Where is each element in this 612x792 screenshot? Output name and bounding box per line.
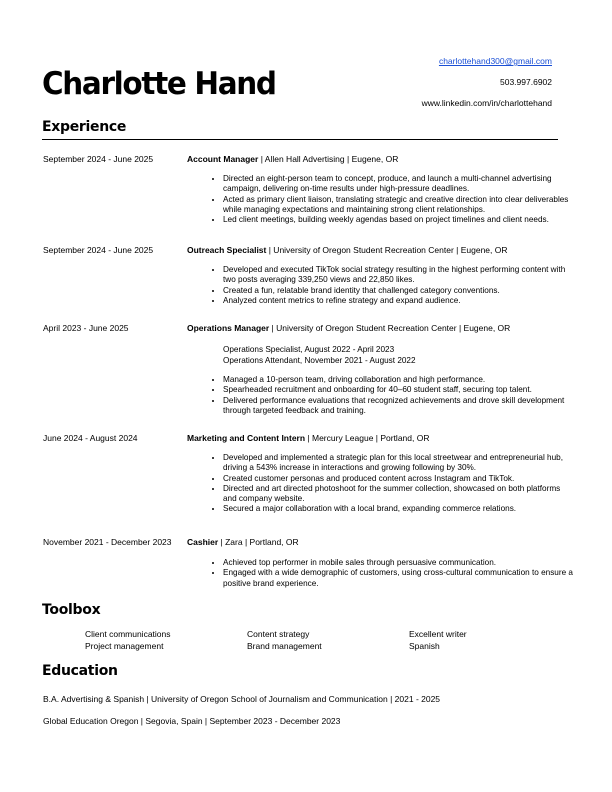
entry-title: Outreach Specialist bbox=[187, 245, 267, 255]
prior-role: Operations Specialist, August 2022 - April 2023 bbox=[223, 345, 395, 354]
education-entry: Global Education Oregon | Segovia, Spain | September 2023 - December 2023 bbox=[43, 716, 341, 726]
entry-org: | University of Oregon Student Recreation Center | Eugene, OR bbox=[266, 245, 508, 255]
entry-heading bbox=[187, 433, 429, 443]
toolbox-column bbox=[409, 628, 467, 652]
skill-item: Client communications bbox=[85, 629, 171, 639]
entry-dates: September 2024 - June 2025 bbox=[43, 245, 154, 255]
entry-dates: June 2024 - August 2024 bbox=[43, 433, 138, 443]
entry-dates: November 2021 - December 2023 bbox=[43, 537, 172, 547]
bullet-item: • Directed and art directed photoshoot for the summer collection, showcased on both platforms and company website. bbox=[223, 484, 573, 505]
entry-org: | Mercury League | Portland, OR bbox=[305, 433, 430, 443]
bullet-item: • Acted as primary client liaison, translating strategic and creative direction into clear deliverables while managing expectations and maintaining strong client relationships. bbox=[223, 195, 573, 216]
entry-dates: September 2024 - June 2025 bbox=[43, 154, 154, 164]
bullet-item: • Analyzed content metrics to refine strategy and expand audience. bbox=[223, 296, 573, 306]
toolbox-heading: Toolbox bbox=[42, 602, 101, 618]
prior-roles bbox=[223, 344, 416, 366]
entry-title: Operations Manager bbox=[187, 323, 270, 333]
email-link[interactable]: charlottehand300@gmail.com bbox=[438, 56, 552, 66]
contact-block bbox=[422, 56, 552, 119]
entry-title: Account Manager bbox=[187, 154, 259, 164]
bullet-item: • Created a fun, relatable brand identity that challenged category conventions. bbox=[223, 286, 573, 296]
skill-item: Project management bbox=[85, 641, 164, 651]
bullet-item: • Developed and implemented a strategic plan for this local streetwear and entrepreneurial hub, driving a 543% increase in interactions and growing following by 30%. bbox=[223, 453, 573, 474]
entry-org: | Zara | Portland, OR bbox=[218, 537, 299, 547]
bullet-item: • Managed a 10-person team, driving collaboration and high performance. bbox=[223, 375, 573, 385]
bullet-item: • Spearheaded recruitment and onboarding for 40–60 student staff, securing top talent. bbox=[223, 385, 573, 395]
candidate-name: Charlotte Hand bbox=[42, 66, 276, 102]
linkedin-url: www.linkedin.com/in/charlottehand bbox=[421, 98, 552, 108]
entry-title: Marketing and Content Intern bbox=[187, 433, 306, 443]
experience-heading: Experience bbox=[42, 119, 127, 135]
toolbox-column bbox=[247, 628, 322, 652]
bullet-item: • Developed and executed TikTok social strategy resulting in the highest performing content with two posts averaging 339,250 views and 22,850 likes. bbox=[223, 265, 573, 286]
education-heading: Education bbox=[42, 663, 118, 679]
entry-dates: April 2023 - June 2025 bbox=[43, 323, 129, 333]
bullet-item: • Achieved top performer in mobile sales through persuasive communication. bbox=[223, 558, 573, 568]
bullet-item: • Created customer personas and produced content across Instagram and TikTok. bbox=[223, 474, 573, 484]
prior-role: Operations Attendant, November 2021 - August 2022 bbox=[223, 356, 416, 365]
entry-bullets bbox=[205, 453, 573, 515]
skill-item: Spanish bbox=[409, 641, 440, 651]
entry-heading bbox=[187, 323, 510, 333]
bullet-item: • Engaged with a wide demographic of customers, using cross-cultural communication to ensure a positive brand experience. bbox=[223, 568, 573, 589]
toolbox-column bbox=[85, 628, 171, 652]
entry-bullets bbox=[205, 375, 573, 416]
entry-bullets bbox=[205, 174, 573, 225]
education-entry: B.A. Advertising & Spanish | University of Oregon School of Journalism and Communication | 2021 - 2025 bbox=[43, 694, 441, 704]
skill-item: Excellent writer bbox=[409, 629, 467, 639]
bullet-item: • Secured a major collaboration with a local brand, expanding commerce relations. bbox=[223, 504, 573, 514]
entry-heading bbox=[187, 154, 398, 164]
skill-item: Content strategy bbox=[247, 629, 310, 639]
bullet-item: • Delivered performance evaluations that recognized achievements and drove skill development through targeted feedback and training. bbox=[223, 396, 573, 417]
bullet-item: • Led client meetings, building weekly agendas based on project timelines and client needs. bbox=[223, 215, 573, 225]
entry-heading bbox=[187, 537, 299, 547]
entry-bullets bbox=[205, 558, 573, 589]
entry-heading bbox=[187, 245, 508, 255]
phone-number: 503.997.6902 bbox=[500, 77, 552, 87]
bullet-item: • Directed an eight-person team to concept, produce, and launch a multi-channel advertising campaign, delivering on-time results under high-pressure deadlines. bbox=[223, 174, 573, 195]
skill-item: Brand management bbox=[247, 641, 322, 651]
entry-org: | Allen Hall Advertising | Eugene, OR bbox=[258, 154, 399, 164]
entry-org: | University of Oregon Student Recreation Center | Eugene, OR bbox=[269, 323, 511, 333]
experience-divider bbox=[42, 139, 558, 140]
entry-bullets bbox=[205, 265, 573, 306]
entry-title: Cashier bbox=[187, 537, 219, 547]
